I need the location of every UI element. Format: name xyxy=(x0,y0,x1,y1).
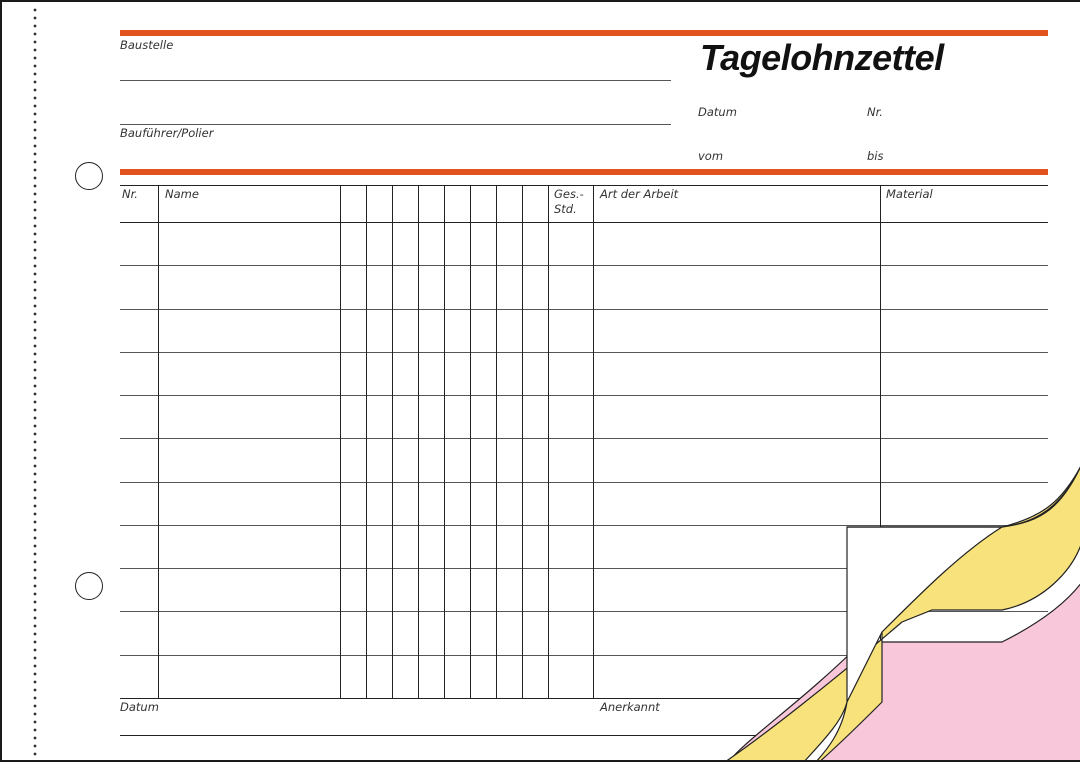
table-column-line xyxy=(548,185,549,698)
table-row-line xyxy=(120,611,1048,612)
table-row-line xyxy=(120,482,1048,483)
vom-label: vom xyxy=(698,149,724,163)
middle-accent-bar xyxy=(120,169,1048,175)
table-bottom-border xyxy=(120,698,880,699)
baustelle-line[interactable] xyxy=(120,80,671,81)
bis-label: bis xyxy=(867,149,884,163)
datum-label: Datum xyxy=(698,105,737,119)
footer-datum-label: Datum xyxy=(120,700,159,714)
bauleiter-label: Bauführer/Polier xyxy=(120,126,214,140)
table-row-line xyxy=(120,395,1048,396)
col-header-ges-std-2: Std. xyxy=(554,202,577,216)
footer-signature-line[interactable] xyxy=(120,735,1048,736)
table-row-line xyxy=(120,568,1048,569)
table-column-line xyxy=(418,185,419,698)
table-column-line xyxy=(496,185,497,698)
table-column-line xyxy=(340,185,341,698)
table-column-line xyxy=(158,185,159,698)
form-title: Tagelohnzettel xyxy=(700,37,944,78)
col-header-name: Name xyxy=(165,187,199,201)
white-original-curl xyxy=(802,527,1002,762)
table-column-line xyxy=(366,185,367,698)
col-header-material: Material xyxy=(886,187,933,201)
top-accent-bar xyxy=(120,30,1048,36)
col-header-art-der-arbeit: Art der Arbeit xyxy=(600,187,679,201)
table-column-line xyxy=(444,185,445,698)
table-column-line xyxy=(392,185,393,698)
table-column-line xyxy=(470,185,471,698)
table-top-border xyxy=(120,185,1048,186)
footer-anerkannt-label: Anerkannt xyxy=(600,700,660,714)
baustelle-label: Baustelle xyxy=(120,38,174,52)
table-row-line xyxy=(120,655,1048,656)
col-header-nr: Nr. xyxy=(122,187,138,201)
nr-label: Nr. xyxy=(867,105,883,119)
table-row-line xyxy=(120,525,1048,526)
table-column-line xyxy=(593,185,594,698)
punch-hole-bottom xyxy=(75,572,103,600)
table-row-line xyxy=(120,352,1048,353)
table-row-line xyxy=(120,309,1048,310)
table-column-line xyxy=(522,185,523,698)
table-header-divider xyxy=(120,222,1048,223)
perforation-line xyxy=(32,6,38,760)
page-curl-copies xyxy=(2,2,1080,762)
bauleiter-line[interactable] xyxy=(120,124,671,125)
table-column-line xyxy=(880,185,881,698)
table-row-line xyxy=(120,265,1048,266)
table-row-line xyxy=(120,438,1048,439)
yellow-copy-sheet xyxy=(722,464,1080,762)
white-sheet-flap xyxy=(847,462,1080,527)
punch-hole-top xyxy=(75,162,103,190)
col-header-ges-std-1: Ges.- xyxy=(554,187,584,201)
